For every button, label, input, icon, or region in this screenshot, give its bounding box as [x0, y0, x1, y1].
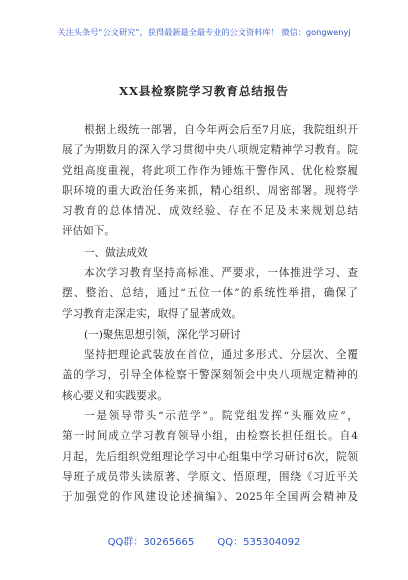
- text-line: 摆、整治、总结，通过“五位一体”的系统性举措，确保了: [62, 287, 358, 300]
- text-line: (一)聚焦思想引领，深化学习研讨: [84, 329, 241, 341]
- text-line: 核心要义和实践要求。: [62, 389, 168, 402]
- paragraph-theory-study: [62, 345, 358, 406]
- text-line: 学习教育走深走实，取得了显著成效。: [62, 307, 243, 320]
- text-line: 习教育的总体情况、成效经验、存在不足及未来规划总结: [62, 205, 358, 218]
- text-line: 盖的学习，引导全体检察干警深刻领会中央八项规定精神的: [62, 369, 358, 382]
- section-heading-1: [62, 243, 358, 263]
- text-line: 第一时间成立学习教育领导小组，由检察长担任组长。自4: [62, 430, 358, 443]
- text-line: 一是领导带头“示范学”。院党组发挥“头雁效应”，: [84, 410, 358, 422]
- footer-contact: [0, 533, 408, 548]
- text-line: 导班子成员带头读原著、学原文、悟原理，围绕《习近平关: [62, 470, 358, 483]
- text-line: 职环境的重大政治任务来抓，精心组织、周密部署。现将学: [62, 184, 358, 197]
- header-promo-note: 关注头条号“公文研究”，获得最新最全最专业的公文资料库！ 微信：gongwenyj: [57, 27, 351, 37]
- text-line: 于加强党的作风建设论述摘编》、2025年全国两会精神及: [62, 491, 358, 504]
- document-title: XX县检察院学习教育总结报告: [119, 84, 289, 98]
- text-line: 月起，先后组织党组理论学习中心组集中学习研讨6次，院领: [62, 450, 358, 463]
- text-line: 根据上级统一部署，自今年两会后至7月底，我院组织开: [84, 124, 358, 136]
- text-line: 一、做法成效: [84, 247, 148, 259]
- text-line: 评估如下。: [62, 225, 115, 238]
- paragraph-leadership-example: [62, 406, 358, 507]
- subheading-1: [62, 325, 358, 345]
- text-line: 本次学习教育坚持高标准、严要求，一体推进学习、查: [84, 267, 358, 279]
- qq-number: QQ：535304092: [217, 537, 301, 548]
- text-line: 坚持把理论武装放在首位，通过多形式、分层次、全覆: [84, 349, 358, 361]
- paragraph-method-summary: [62, 263, 358, 324]
- qq-group-number: QQ群：30265665: [107, 537, 195, 548]
- paragraph-intro: [62, 120, 358, 242]
- text-line: 党组高度重视，将此项工作作为锤炼干警作风、优化检察履: [62, 164, 358, 177]
- text-line: 展了为期数月的深入学习贯彻中央八项规定精神学习教育。院: [62, 144, 358, 157]
